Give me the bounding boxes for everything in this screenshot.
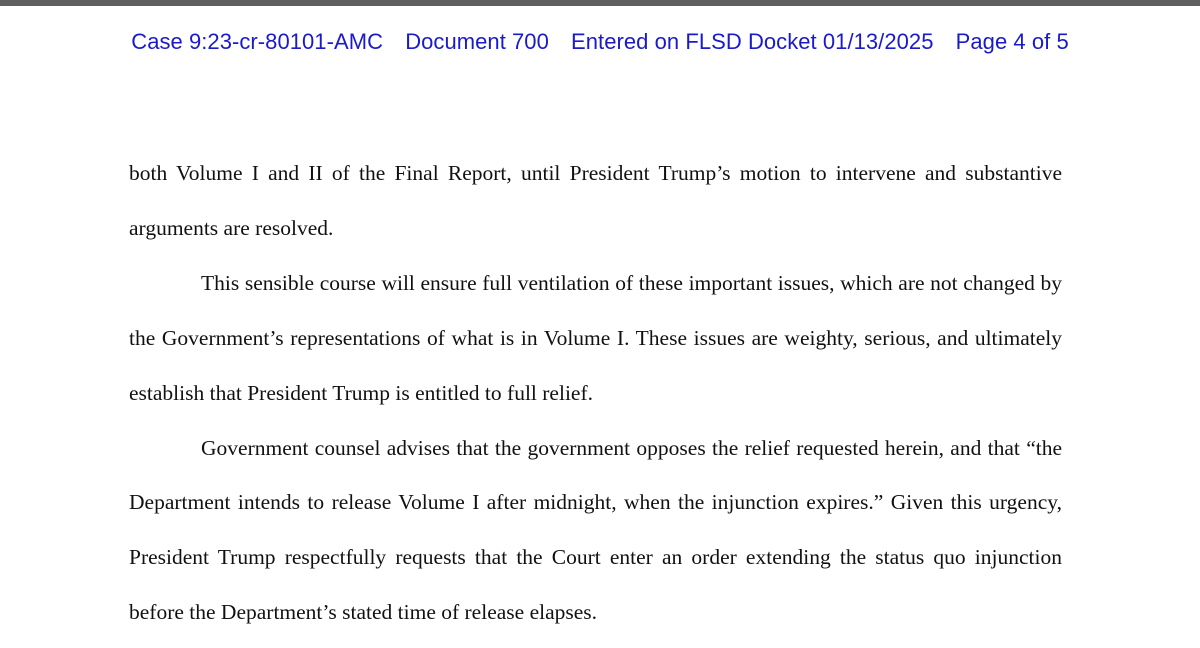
document-body [129,146,1062,640]
paragraph-ventilation: This sensible course will ensure full ventilation of these important issues, which are not changed by the Government’s representations of what is in Volume I. These issues are weighty, serious, and ultimately establish that President Trump is entitled to full relief. [129,270,1062,405]
document-number: Document 700 [405,29,549,54]
case-number: Case 9:23-cr-80101-AMC [131,29,384,54]
docket-header [0,29,1200,55]
paragraph-continuation: both Volume I and II of the Final Report, until President Trump’s motion to intervene and substantive arguments are resolved. [129,161,1062,240]
paragraph-government-position: Government counsel advises that the government opposes the relief requested herein, and that “the Department intends to release Volume I after midnight, when the injunction expires.” Given this urgency, President Trump respectfully requests that the Court enter an order extending the status quo injunction before the Department’s stated time of release elapses. [129,435,1062,625]
page-indicator: Page 4 of 5 [955,29,1069,54]
docket-entry-date: Entered on FLSD Docket 01/13/2025 [571,29,934,54]
viewer-top-bar [0,0,1200,6]
